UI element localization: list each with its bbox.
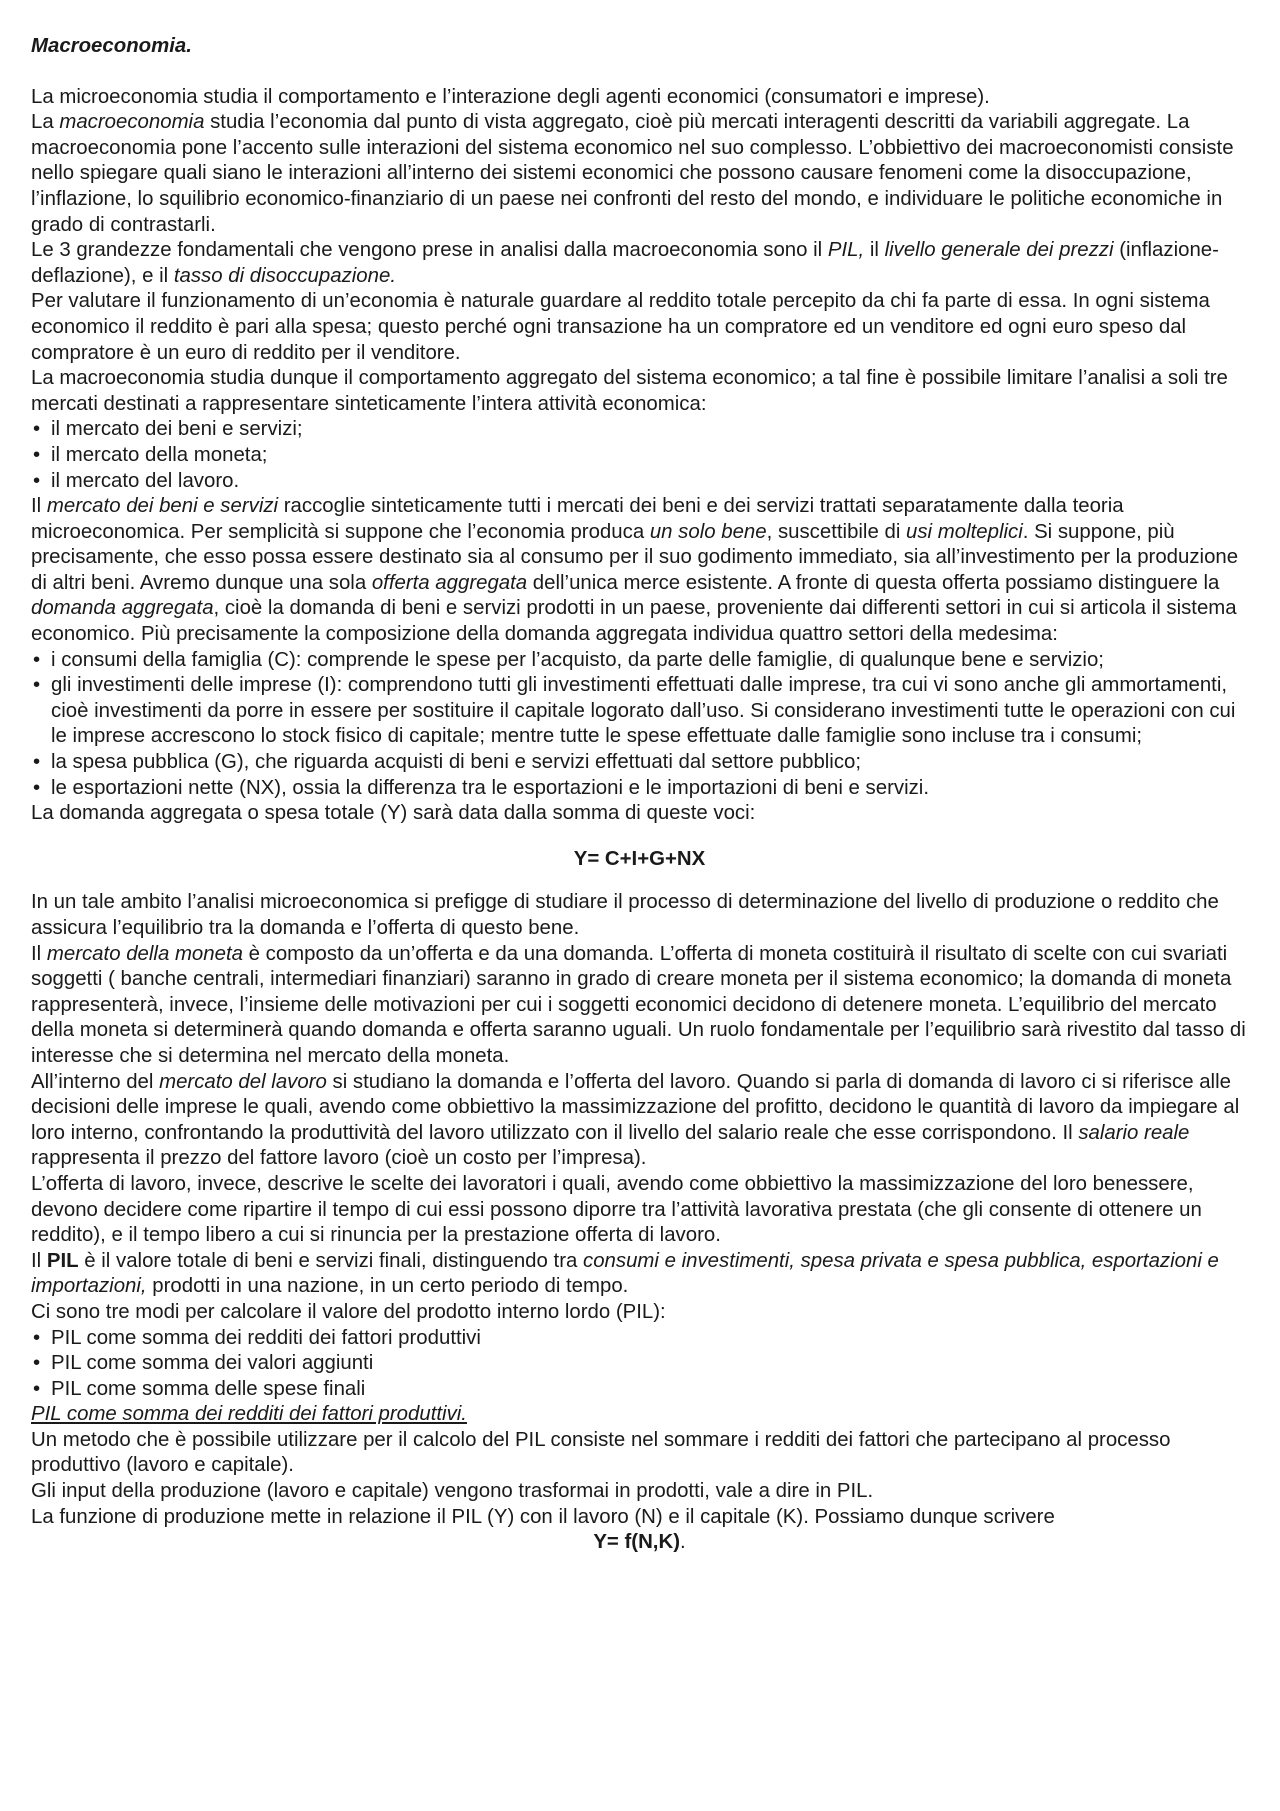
list-item: • PIL come somma delle spese finali <box>31 1377 1248 1403</box>
paragraph-metodi: Ci sono tre modi per calcolare il valore del prodotto interno lordo (PIL): <box>31 1300 666 1323</box>
markets-list <box>31 417 1248 494</box>
methods-list <box>31 1326 1248 1403</box>
paragraph-reddito: Per valutare il funzionamento di un’economia è naturale guardare al reddito totale percepito da chi fa parte di essa. In ogni sistema economico il reddito è pari alla spesa; questo perché ogni transazione ha un compratore ed un venditore ed ogni euro speso dal compratore è un euro di reddito per il venditore. <box>31 290 1210 364</box>
paragraph-tre-mercati: La macroeconomia studia dunque il comportamento aggregato del sistema economico; a tal fine è possibile limitare l’analisi a soli tre mercati destinati a rappresentare sinteticamente l’intera attività economica: <box>31 367 1228 415</box>
formula-production-function: Y= f(N,K). <box>593 1531 686 1554</box>
paragraph-analisi: In un tale ambito l’analisi microeconomica si prefigge di studiare il processo di determinazione del livello di produzione o reddito che assicura l’equilibrio tra la domanda e l’offerta di questo bene. <box>31 891 1219 939</box>
list-item: • il mercato dei beni e servizi; <box>31 417 1248 443</box>
subheading-pil-redditi: PIL come somma dei redditi dei fattori produttivi. <box>31 1403 467 1426</box>
list-item: • i consumi della famiglia (C): comprende le spese per l’acquisto, da parte delle famiglie, di qualunque bene e servizio; <box>31 648 1248 674</box>
paragraph-metodo-redditi: Un metodo che è possibile utilizzare per il calcolo del PIL consiste nel sommare i redditi dei fattori che partecipano al processo produttivo (lavoro e capitale). <box>31 1428 1171 1477</box>
paragraph-offerta-lavoro: L’offerta di lavoro, invece, descrive le scelte dei lavoratori i quali, avendo come obbiettivo la massimizzazione del loro benessere, devono decidere come ripartire il tempo di cui essi possono diporre tra l’attività lavorativa prestata (che gli consente di ottenere un reddito), e il tempo libero a cui si rinuncia per la prestazione offerta di lavoro. <box>31 1172 1202 1247</box>
paragraph-microeconomia: La microeconomia studia il comportamento e l’interazione degli agenti economici (consumatori e imprese). <box>31 85 990 108</box>
list-item: • gli investimenti delle imprese (I): comprendono tutti gli investimenti effettuati dalle imprese, tra cui vi sono anche gli ammortamenti, cioè investimenti da porre in essere per sostituire il capitale logorato dall’uso. Si considerano investimenti tutte le operazioni con cui le imprese accrescono lo stock fisico di capitale; mentre tutte le spese effettuate dalle famiglie sono incluse tra i consumi; <box>31 673 1248 750</box>
paragraph-mercato-moneta: Il mercato della moneta è composto da un’offerta e da una domanda. L’offerta di moneta costituirà il risultato di scelte con cui svariati soggetti ( banche centrali, intermediari finanziari) saranno in grado di creare moneta per il sistema economico; la domanda di moneta rappresenterà, invece, l’insieme delle motivazioni per cui i soggetti economici decidono di detenere moneta. L’equilibrio del mercato della moneta si determinerà quando domanda e offerta saranno uguali. Un ruolo fondamentale per l’equilibrio sarà rivestito dal tasso di interesse che si determina nel mercato della moneta. <box>31 942 1246 1067</box>
list-item: • il mercato del lavoro. <box>31 469 1248 495</box>
formula-aggregate-demand: Y= C+I+G+NX <box>573 847 706 870</box>
paragraph-input: Gli input della produzione (lavoro e capitale) vengono trasformai in prodotti, vale a dire in PIL. <box>31 1480 874 1503</box>
list-item: • le esportazioni nette (NX), ossia la differenza tra le esportazioni e le importazioni di beni e servizi. <box>31 776 1248 802</box>
list-item: • la spesa pubblica (G), che riguarda acquisti di beni e servizi effettuati dal settore pubblico; <box>31 750 1248 776</box>
list-item: • PIL come somma dei redditi dei fattori produttivi <box>31 1326 1248 1352</box>
paragraph-mercato-lavoro: All’interno del mercato del lavoro si studiano la domanda e l’offerta del lavoro. Quando si parla di domanda di lavoro ci si riferisce alle decisioni delle imprese le quali, avendo come obbiettivo la massimizzazione del profitto, decidono le quantità di lavoro da impiegare al loro interno, confrontando la produttività del lavoro utilizzato con il livello del salario reale che esse corrispondono. Il salario reale rappresenta il prezzo del fattore lavoro (cioè un costo per l’impresa). <box>31 1070 1240 1170</box>
paragraph-mercato-beni: Il mercato dei beni e servizi raccoglie sinteticamente tutti i mercati dei beni e dei servizi trattati separatamente dalla teoria microeconomica. Per semplicità si suppone che l’economia produca un solo bene, suscettibile di usi molteplici. Si suppone, più precisamente, che esso possa essere destinato sia al consumo per il suo godimento immediato, sia all’investimento per la produzione di altri beni. Avremo dunque una sola offerta aggregata dell’unica merce esistente. A fronte di questa offerta possiamo distinguere la domanda aggregata, cioè la domanda di beni e servizi prodotti in un paese, proveniente dai differenti settori in cui si articola il sistema economico. Più precisamente la composizione della domanda aggregata individua quattro settori della medesima: <box>31 495 1239 646</box>
paragraph-grandezze: Le 3 grandezze fondamentali che vengono prese in analisi dalla macroeconomia sono il PIL, il livello generale dei prezzi (inflazione-deflazione), e il tasso di disoccupazione. <box>31 239 1219 287</box>
sectors-list <box>31 648 1248 802</box>
page-title: Macroeconomia. <box>31 35 192 57</box>
list-item: • PIL come somma dei valori aggiunti <box>31 1351 1248 1377</box>
paragraph-pil: Il PIL è il valore totale di beni e servizi finali, distinguendo tra consumi e investimenti, spesa privata e spesa pubblica, esportazioni e importazioni, prodotti in una nazione, in un certo periodo di tempo. <box>31 1249 1219 1298</box>
paragraph-macroeconomia: La macroeconomia studia l’economia dal punto di vista aggregato, cioè più mercati interagenti descritti da variabili aggregate. La macroeconomia pone l’accento sulle interazioni del sistema economico nel suo complesso. L’obbiettivo dei macroeconomisti consiste nello spiegare quali siano le interazioni all’interno dei sistemi economici che possono causare fenomeni come la disoccupazione, l’inflazione, lo squilibrio economico-finanziario di un paese nei confronti del resto del mondo, e individuare le politiche economiche in grado di contrastarli. <box>31 111 1234 236</box>
paragraph-domanda-aggregata: La domanda aggregata o spesa totale (Y) sarà data dalla somma di queste voci: <box>31 802 756 825</box>
list-item: • il mercato della moneta; <box>31 443 1248 469</box>
paragraph-funzione-produzione: La funzione di produzione mette in relazione il PIL (Y) con il lavoro (N) e il capitale (K). Possiamo dunque scrivere <box>31 1505 1055 1528</box>
